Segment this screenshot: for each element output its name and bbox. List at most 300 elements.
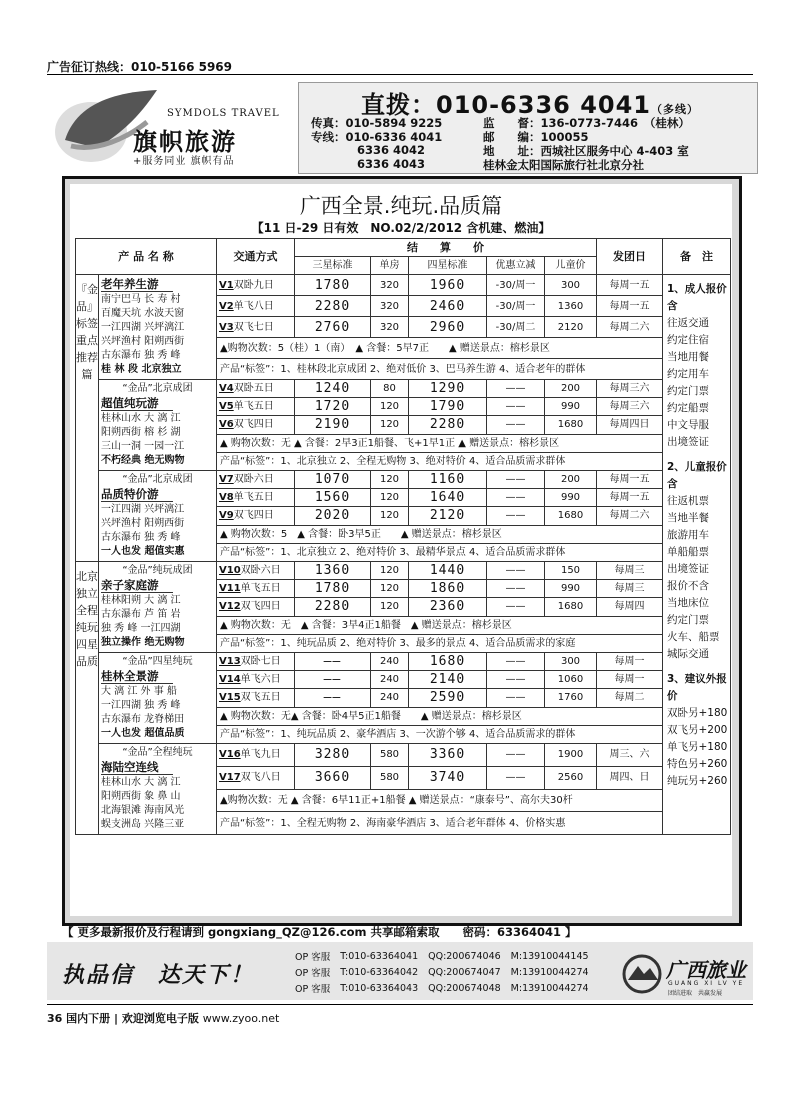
price-three-star: 1560 [295,489,371,507]
price-three-star: 1240 [295,380,371,398]
transport-type: 双卧六日 [233,474,274,486]
departure-days: 每周四日 [597,416,663,434]
price-table-frame [62,176,742,926]
page-number: 36 [47,1012,63,1025]
remark-heading: 3、建议外报价 [667,673,727,702]
remark-item: 火车、船票 [667,631,720,643]
header-three-star: 三星标准 [295,257,371,275]
departure-days: 每周三 [597,562,663,580]
product-spot-line: 大 漓 江 外 事 船 [101,686,177,697]
route-code: V17 [219,772,241,784]
product-spot-line: 兴坪渔村 阳朔西街 [101,518,185,529]
transport-cell [217,296,295,317]
side-label-beijing: 北京独立 全程纯玩 四星品质 [76,562,99,835]
page-promo: 欢迎浏览电子版 [121,1012,199,1025]
price-discount: —— [487,380,545,398]
header-discount: 优惠立减 [487,257,545,275]
departure-days: 每周三六 [597,398,663,416]
op-qq: QQ:200674048 [428,982,501,994]
price-single: 120 [371,471,409,489]
footer-slogan: 执品信 达天下！ [62,962,255,988]
remark-item: 往返交通 [667,317,709,329]
product-spot-line: 古东瀑布 芦 笛 岩 [101,609,181,620]
supervisor-note: （桂林） [649,116,690,130]
table-title: 广西全景.纯玩.品质篇 [299,194,503,218]
op-mobile: M:13910044274 [510,982,589,994]
op-phone: T:010-63364042 [340,966,419,978]
direct-note: （多线） [651,103,700,116]
departure-days: 每周二六 [597,507,663,525]
transport-cell [217,416,295,434]
product-label-info: 产品“标签”：1、北京独立 2、全程无购物 3、绝对特价 4、适合品质需求群体 [217,452,663,470]
product-spot-line: 独 秀 峰 一江四湖 [101,623,181,634]
page-section: 国内下册 [66,1012,111,1025]
side-label-gold: 『金品』标签 重点推荐篇 [76,275,99,562]
price-three-star: 1360 [295,562,371,580]
route-code: V5 [219,401,234,413]
product-feature: 一人也发 超值实惠 [101,546,185,557]
price-single: 240 [371,653,409,671]
fax: 传真：010-5894 9225 [311,116,443,130]
price-four-star: 1680 [409,653,487,671]
product-label-info: 产品“标签”：1、全程无购物 2、海南豪华酒店 3、适合老年群体 4、价格实惠 [217,812,663,835]
price-single: 320 [371,275,409,296]
op-label: OP 客服 [295,984,331,995]
product-feature: 独立操作 绝无购物 [101,637,185,648]
price-discount: —— [487,653,545,671]
remark-item: 当地半餐 [667,512,709,524]
product-name: 桂林全景游 [101,669,173,684]
price-child: 300 [545,275,597,296]
product-spot-line: 古东瀑布 龙脊梯田 [101,714,185,725]
header-product: 产 品 名 称 [76,239,217,275]
remark-item: 旅游用车 [667,529,709,541]
transport-type: 单飞五日 [233,401,274,413]
price-four-star: 2120 [409,507,487,525]
product-tag: “金品”北京成团 [122,474,193,485]
transport-cell [217,317,295,338]
symbols-travel-logo [47,82,297,170]
price-single: 320 [371,296,409,317]
transport-cell [217,766,295,789]
remark-item: 双卧另+180 [667,707,728,719]
product-cell [99,653,217,744]
route-code: V1 [219,279,234,291]
product-name: 超值纯玩游 [101,396,173,411]
transport-type: 双卧五日 [233,383,274,395]
price-child: 1060 [545,671,597,689]
op-mobile: M:13910044274 [510,966,589,978]
line-2: 6336 4042 [357,143,426,157]
price-child: 1760 [545,689,597,707]
transport-type: 双飞八日 [240,772,281,784]
price-child: 990 [545,398,597,416]
transport-type: 双卧六日 [240,565,281,577]
price-three-star: 1780 [295,580,371,598]
transport-cell [217,671,295,689]
product-cell [99,744,217,835]
price-single: 120 [371,416,409,434]
price-child: 2560 [545,766,597,789]
price-three-star: —— [295,653,371,671]
departure-days: 每周一五 [597,275,663,296]
remark-item: 城际交通 [667,648,709,660]
product-spot-line: 一江四湖 兴坪漓江 [101,322,185,333]
price-four-star: 3740 [409,766,487,789]
price-three-star: 2020 [295,507,371,525]
op-qq: QQ:200674047 [428,966,501,978]
product-spot-line: 桂林阳朔 大 漓 江 [101,595,181,606]
departure-days: 周四、日 [597,766,663,789]
op-row [290,948,594,964]
product-spot-line: 三山一洞 一园一江 [101,441,185,452]
price-discount: —— [487,580,545,598]
price-discount: -30/周一 [487,296,545,317]
ad-hotline: 广告征订热线：010-5166 5969 [47,60,233,74]
logo-chinese: 旗帜旅游 [133,128,237,156]
remark-item: 约定船票 [667,402,709,414]
transport-type: 双飞七日 [233,321,274,333]
price-single: 580 [371,766,409,789]
price-discount: —— [487,744,545,767]
price-three-star: 2280 [295,598,371,616]
contact-box [298,82,758,174]
price-four-star: 1290 [409,380,487,398]
route-code: V16 [219,749,241,761]
price-three-star: 1720 [295,398,371,416]
product-spot-line: 南宁巴马 长 寿 村 [101,294,181,305]
price-single: 120 [371,580,409,598]
supervisor-phone: 监 督：136-0773-7446 [483,116,639,130]
price-three-star: 2190 [295,416,371,434]
price-three-star: 3280 [295,744,371,767]
product-spot-line: 古东瀑布 独 秀 峰 [101,350,181,361]
header-four-star: 四星标准 [409,257,487,275]
op-row [290,980,594,996]
route-code: V2 [219,300,234,312]
zip: 邮 编：100055 [483,130,589,144]
product-spot-line: 一江四湖 独 秀 峰 [101,700,181,711]
price-four-star: 2460 [409,296,487,317]
line-3: 6336 4043 [357,157,426,171]
departure-days: 每周一五 [597,296,663,317]
op-phone: T:010-63364041 [340,950,419,962]
logo-slogan: +服务同业 旗帜有品 [133,156,235,167]
transport-type: 单飞五日 [240,583,281,595]
price-four-star: 2280 [409,416,487,434]
price-single: 320 [371,317,409,338]
price-single: 120 [371,598,409,616]
departure-days: 每周一 [597,671,663,689]
product-spot-line: 百魔天坑 水波天窗 [101,308,185,319]
transport-type: 单飞八日 [233,300,274,312]
remark-spacer [667,451,728,459]
page-url[interactable]: www.zyoo.net [202,1012,280,1025]
remark-item: 约定用车 [667,368,709,380]
price-table-panel [70,184,732,916]
remark-item: 往返机票 [667,495,709,507]
guangxi-logo-sub: 团结进取 共赢发展 [668,990,723,997]
remark-heading: 1、成人报价含 [667,283,727,312]
table-row [76,380,731,398]
product-tag: “金品”北京成团 [122,383,193,394]
price-three-star: 3660 [295,766,371,789]
product-spot-line: 阳朔西街 象 鼻 山 [101,791,181,802]
op-qq: QQ:200674046 [428,950,501,962]
price-discount: -30/周一 [487,275,545,296]
price-three-star: 1070 [295,471,371,489]
header-settle: 结 算 价 [295,239,597,257]
remark-item: 当地用餐 [667,351,709,363]
product-label-info: 产品“标签”：1、纯玩品质 2、豪华酒店 3、一次游个够 4、适合品质需求的群体 [217,725,663,743]
price-single: 120 [371,562,409,580]
price-discount: —— [487,416,545,434]
header-remarks: 备 注 [663,239,731,275]
price-four-star: 3360 [409,744,487,767]
table-row [76,562,731,580]
price-three-star: —— [295,671,371,689]
product-spot-line: 桂林山水 大 漓 江 [101,777,181,788]
op-label: OP 客服 [295,952,331,963]
transport-type: 单飞九日 [240,749,281,761]
transport-cell [217,398,295,416]
transport-cell [217,744,295,767]
price-child: 990 [545,489,597,507]
route-code: V14 [219,674,241,686]
product-feature: 不朽经典 绝无购物 [101,455,185,466]
product-name: 老年养生游 [101,277,173,292]
departure-days: 每周一 [597,653,663,671]
price-three-star: 2760 [295,317,371,338]
price-child: 1680 [545,416,597,434]
product-spot-line: 兴坪渔村 阳朔西街 [101,336,185,347]
shopping-meal-info: ▲购物次数：5（桂）1（南） ▲ 含餐：5早7正 ▲ 赠送景点：榕杉景区 [217,338,663,359]
remark-item: 双飞另+200 [667,724,728,736]
remark-item: 约定住宿 [667,334,709,346]
price-discount: -30/周二 [487,317,545,338]
transport-type: 双飞四日 [240,601,281,613]
product-name: 海陆空连线 [101,760,173,775]
guangxi-travel-logo [622,954,752,996]
direct-number: 010-6336 4041 [436,91,652,119]
table-row [76,275,731,296]
price-four-star: 1640 [409,489,487,507]
product-cell [99,380,217,471]
price-three-star: —— [295,689,371,707]
price-discount: —— [487,398,545,416]
price-four-star: 2590 [409,689,487,707]
page-sep: | [114,1012,119,1025]
table-subtitle: 【11 日-29 日有效 NO.02/2/2012 含机建、燃油】 [251,221,551,235]
price-single: 240 [371,671,409,689]
departure-days: 周三、六 [597,744,663,767]
product-feature: 桂 林 段 北京独立 [101,364,182,375]
remark-heading: 2、儿童报价含 [667,461,727,490]
shopping-meal-info: ▲购物次数：无 ▲ 含餐：6早11正+1船餐 ▲ 赠送景点：“康泰号”、高尔夫30杆 [217,789,663,812]
remark-item: 单飞另+180 [667,741,728,753]
transport-type: 单飞六日 [240,674,281,686]
route-code: V4 [219,383,234,395]
shopping-meal-info: ▲ 购物次数：无 ▲ 含餐：3早4正1船餐 ▲ 赠送景点：榕杉景区 [217,616,663,634]
price-discount: —— [487,671,545,689]
price-four-star: 1960 [409,275,487,296]
remark-item: 约定门票 [667,385,709,397]
price-child: 300 [545,653,597,671]
price-four-star: 2360 [409,598,487,616]
remark-item: 出境签证 [667,436,709,448]
price-table [75,238,731,835]
transport-cell [217,380,295,398]
transport-type: 双卧九日 [233,279,274,291]
transport-type: 双飞四日 [233,510,274,522]
departure-days: 每周二 [597,689,663,707]
product-feature: 一人也发 超值品质 [101,728,185,739]
route-code: V7 [219,474,234,486]
transport-type: 双飞五日 [240,692,281,704]
transport-type: 双卧七日 [240,656,281,668]
price-four-star: 2140 [409,671,487,689]
product-name: 品质特价游 [101,487,173,502]
price-four-star: 1860 [409,580,487,598]
logo-english: SYMDOLS TRAVEL [167,108,280,119]
product-label-info: 产品“标签”：1、桂林段北京成团 2、绝对低价 3、巴马养生游 4、适合老年的群体 [217,359,663,380]
route-code: V8 [219,492,234,504]
op-row [290,964,594,980]
price-four-star: 1790 [409,398,487,416]
transport-cell [217,275,295,296]
product-spot-line: 古东瀑布 独 秀 峰 [101,532,181,543]
table-row [76,471,731,489]
remark-item: 特色另+260 [667,758,728,770]
price-three-star: 1780 [295,275,371,296]
product-spot-line: 北海银滩 海南风光 [101,805,185,816]
email-banner: 【 更多最新报价及行程请到 gongxiang_QZ@126.com 共享邮箱索取 密码：63364041 】 [62,925,577,939]
table-row [76,653,731,671]
price-child: 1900 [545,744,597,767]
price-three-star: 2280 [295,296,371,317]
price-child: 990 [545,580,597,598]
header-single: 单房 [371,257,409,275]
product-label-info: 产品“标签”：1、北京独立 2、绝对特价 3、最精华景点 4、适合品质需求群体 [217,543,663,561]
price-child: 1360 [545,296,597,317]
departure-days: 每周一五 [597,471,663,489]
departure-days: 每周三六 [597,380,663,398]
page-divider [47,1004,753,1005]
special-line: 专线：010-6336 4041 [311,130,443,144]
remark-item: 纯玩另+260 [667,775,728,787]
transport-cell [217,689,295,707]
transport-cell [217,653,295,671]
guangxi-logo-en: GUANG XI LV YE [668,980,745,987]
price-discount: —— [487,507,545,525]
price-child: 200 [545,471,597,489]
price-discount: —— [487,689,545,707]
product-tag: “金品”全程纯玩 [122,747,193,758]
op-label: OP 客服 [295,968,331,979]
remarks-cell [663,275,731,835]
route-code: V6 [219,419,234,431]
price-discount: —— [487,598,545,616]
address: 地 址：西城社区服务中心 4-403 室 [483,144,689,158]
route-code: V9 [219,510,234,522]
shopping-meal-info: ▲ 购物次数：无 ▲ 含餐：2早3正1船餐、飞+1早1正 ▲ 赠送景点：榕杉景区 [217,434,663,452]
price-child: 2120 [545,317,597,338]
price-single: 120 [371,507,409,525]
price-single: 580 [371,744,409,767]
price-discount: —— [487,562,545,580]
remark-item: 出境签证 [667,563,709,575]
price-child: 1680 [545,507,597,525]
route-code: V12 [219,601,241,613]
shopping-meal-info: ▲ 购物次数：无▲ 含餐：卧4早5正1船餐 ▲ 赠送景点：榕杉景区 [217,707,663,725]
product-spot-line: 桂林山水 大 漓 江 [101,413,181,424]
price-single: 120 [371,398,409,416]
price-child: 200 [545,380,597,398]
direct-label: 直拨： [361,91,436,119]
product-label-info: 产品“标签”：1、纯玩品质 2、绝对特价 3、最多的景点 4、适合品质需求的家庭 [217,634,663,652]
op-mobile: M:13910044145 [510,950,589,962]
product-tag: “金品”四星纯玩 [122,656,193,667]
remark-spacer [667,790,728,798]
departure-days: 每周二六 [597,317,663,338]
page-footer [47,1010,279,1026]
guangxi-logo-icon [622,954,662,994]
price-discount: —— [487,471,545,489]
remark-item: 单船船票 [667,546,709,558]
route-code: V11 [219,583,241,595]
header-row [76,239,731,257]
product-name: 亲子家庭游 [101,578,173,593]
company: 桂林金太阳国际旅行社北京分社 [483,158,644,172]
route-code: V13 [219,656,241,668]
departure-days: 每周四 [597,598,663,616]
price-four-star: 2960 [409,317,487,338]
remark-item: 报价不含 [667,580,709,592]
price-four-star: 1160 [409,471,487,489]
price-discount: —— [487,766,545,789]
shopping-meal-info: ▲ 购物次数：5 ▲ 含餐：卧3早5正 ▲ 赠送景点：榕杉景区 [217,525,663,543]
departure-days: 每周三 [597,580,663,598]
product-spot-line: 一江四湖 兴坪漓江 [101,504,185,515]
route-code: V10 [219,565,241,577]
product-spot-line: 阳朔西街 榕 杉 湖 [101,427,181,438]
transport-cell [217,580,295,598]
transport-cell [217,562,295,580]
top-divider [47,74,753,75]
remark-item: 当地床位 [667,597,709,609]
price-discount: —— [487,489,545,507]
route-code: V15 [219,692,241,704]
transport-type: 双飞四日 [233,419,274,431]
price-single: 120 [371,489,409,507]
route-code: V3 [219,321,234,333]
remark-spacer [667,663,728,671]
op-phone: T:010-63364043 [340,982,419,994]
header-transport: 交通方式 [217,239,295,275]
transport-cell [217,598,295,616]
table-row [76,744,731,767]
transport-cell [217,507,295,525]
product-tag: “金品”纯玩成团 [122,565,193,576]
product-cell [99,275,217,380]
departure-days: 每周一五 [597,489,663,507]
op-contact-table [290,948,594,996]
transport-cell [217,471,295,489]
transport-cell [217,489,295,507]
transport-type: 单飞五日 [233,492,274,504]
product-spot-line: 蜈支洲岛 兴隆三亚 [101,819,185,830]
remark-item: 中文导服 [667,419,709,431]
